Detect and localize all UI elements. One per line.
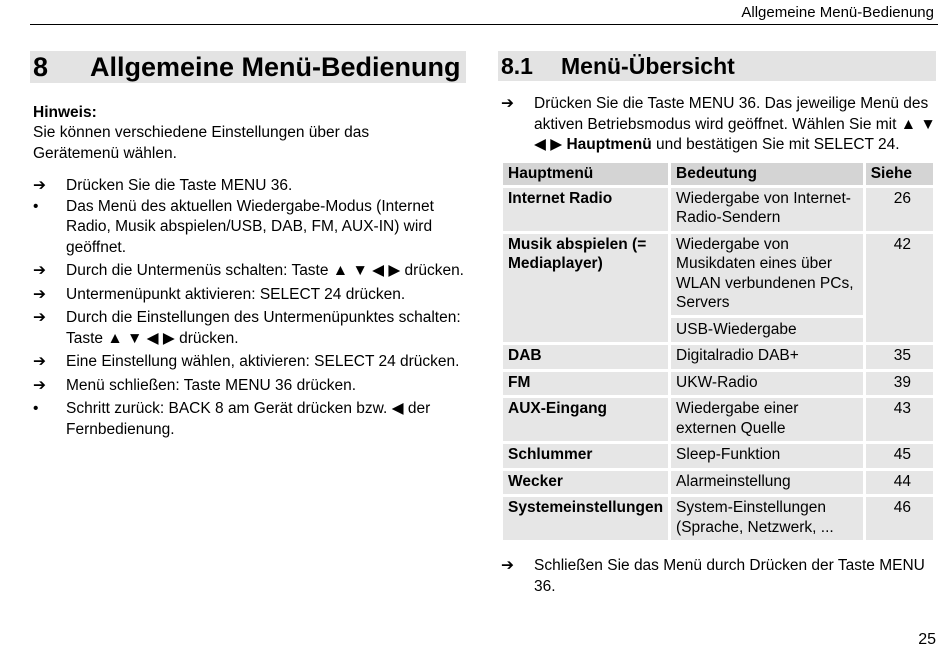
arrow-icon: ➔ [501, 95, 514, 112]
column-header: Hauptmenü [503, 163, 668, 185]
page-ref: 45 [866, 444, 933, 468]
page-ref: 44 [866, 471, 933, 495]
section-number: 8.1 [501, 53, 533, 79]
list-item-text: Schließen Sie das Menü durch Drücken der Taste MENU 36. [534, 557, 925, 595]
list-item [30, 308, 466, 349]
menu-meaning: Alarmeinstellung [671, 471, 863, 495]
menu-name: Musik abspielen (= Mediaplayer) [503, 234, 668, 343]
right-column [498, 51, 936, 597]
table-row [503, 372, 933, 396]
list-item [498, 556, 936, 597]
table-header-row [503, 163, 933, 185]
menu-meaning: System-Einstellungen (Sprache, Netzwerk, ... [671, 497, 863, 540]
table-row [503, 188, 933, 231]
left-column [30, 51, 466, 440]
list-item-text: Das Menü des aktuellen Wiedergabe-Modus (Internet Radio, Musik abspielen/USB, DAB, FM, AUX-IN) wird geöffnet. [66, 197, 434, 256]
page-ref: 46 [866, 497, 933, 540]
menu-meaning: Wiedergabe einer externen Quelle [671, 398, 863, 441]
menu-meaning [671, 234, 863, 343]
menu-meaning: Wiedergabe von Internet-Radio-Sendern [671, 188, 863, 231]
list-item-text: Durch die Einstellungen des Untermenüpunktes schalten: Taste ▲ ▼ ◀ ▶ drücken. [66, 309, 461, 347]
page-ref: 42 [866, 234, 933, 343]
arrow-icon: ➔ [33, 309, 46, 326]
list-item-text: Drücken Sie die Taste MENU 36. Das jeweilige Menü des aktiven Betriebsmodus wird geöffnet. Wählen Sie mit ▲ ▼ ◀ ▶ Hauptmenü und bestätigen Sie mit SELECT 24. [534, 95, 936, 153]
menu-overview-table [500, 160, 936, 544]
menu-meaning-extra: USB-Wiedergabe [671, 315, 863, 340]
column-header: Siehe [866, 163, 933, 185]
list-item [30, 261, 466, 282]
arrow-icon: ➔ [33, 262, 46, 279]
list-item [30, 376, 466, 397]
page-number: 25 [918, 631, 936, 648]
menu-meaning: UKW-Radio [671, 372, 863, 396]
chapter-title: Allgemeine Menü-Bedienung [90, 52, 461, 82]
section-heading [498, 51, 936, 81]
list-item-text: Drücken Sie die Taste MENU 36. [66, 177, 293, 194]
arrow-icon: ➔ [501, 557, 514, 574]
running-header: Allgemeine Menü-Bedienung [741, 4, 934, 21]
arrow-icon: ➔ [33, 177, 46, 194]
note-text: Sie können verschiedene Einstellungen über das Gerätemenü wählen. [33, 124, 370, 162]
list-item-text: Schritt zurück: BACK 8 am Gerät drücken bzw. ◀ der Fernbedienung. [66, 400, 431, 438]
list-item [30, 352, 466, 373]
list-item [30, 399, 466, 440]
menu-meaning: Digitalradio DAB+ [671, 345, 863, 369]
menu-meaning-main: Wiedergabe von Musikdaten eines über WLAN verbundenen PCs, Servers [676, 235, 854, 311]
menu-name: Wecker [503, 471, 668, 495]
page-ref: 43 [866, 398, 933, 441]
menu-name: DAB [503, 345, 668, 369]
menu-name: Internet Radio [503, 188, 668, 231]
page-ref: 39 [866, 372, 933, 396]
menu-meaning: Sleep-Funktion [671, 444, 863, 468]
instruction-list [30, 176, 466, 440]
header-rule [30, 24, 938, 25]
arrow-icon: ➔ [33, 285, 46, 303]
intro-step [498, 94, 936, 156]
table-row [503, 234, 933, 343]
arrow-icon: ➔ [33, 376, 46, 394]
menu-name: Systemeinstellungen [503, 497, 668, 540]
column-header: Bedeutung [671, 163, 863, 185]
menu-name: AUX-Eingang [503, 398, 668, 441]
chapter-number: 8 [33, 52, 49, 82]
menu-name: Schlummer [503, 444, 668, 468]
chapter-heading [30, 51, 466, 83]
page-ref: 35 [866, 345, 933, 369]
list-item [498, 94, 936, 156]
table-row [503, 398, 933, 441]
list-item [30, 285, 466, 306]
menu-name: FM [503, 372, 668, 396]
arrow-icon: ➔ [33, 353, 46, 370]
table-row [503, 497, 933, 540]
table-row [503, 471, 933, 495]
list-item-text: Menü schließen: Taste MENU 36 drücken. [66, 376, 357, 394]
list-item-text: Eine Einstellung wählen, aktivieren: SELECT 24 drücken. [66, 353, 460, 370]
table-row [503, 444, 933, 468]
list-item-text: Durch die Untermenüs schalten: Taste ▲ ▼ ◀ ▶ drücken. [66, 262, 464, 279]
note-title: Hinweis: [33, 104, 97, 121]
section-title: Menü-Übersicht [561, 53, 735, 79]
list-item-text: Untermenüpunkt aktivieren: SELECT 24 drücken. [66, 285, 406, 303]
list-item [30, 197, 466, 259]
bullet-icon: • [33, 197, 39, 215]
page-ref: 26 [866, 188, 933, 231]
bullet-icon: • [33, 400, 39, 417]
list-item [30, 176, 466, 197]
table-row [503, 345, 933, 369]
outro-step [498, 556, 936, 597]
